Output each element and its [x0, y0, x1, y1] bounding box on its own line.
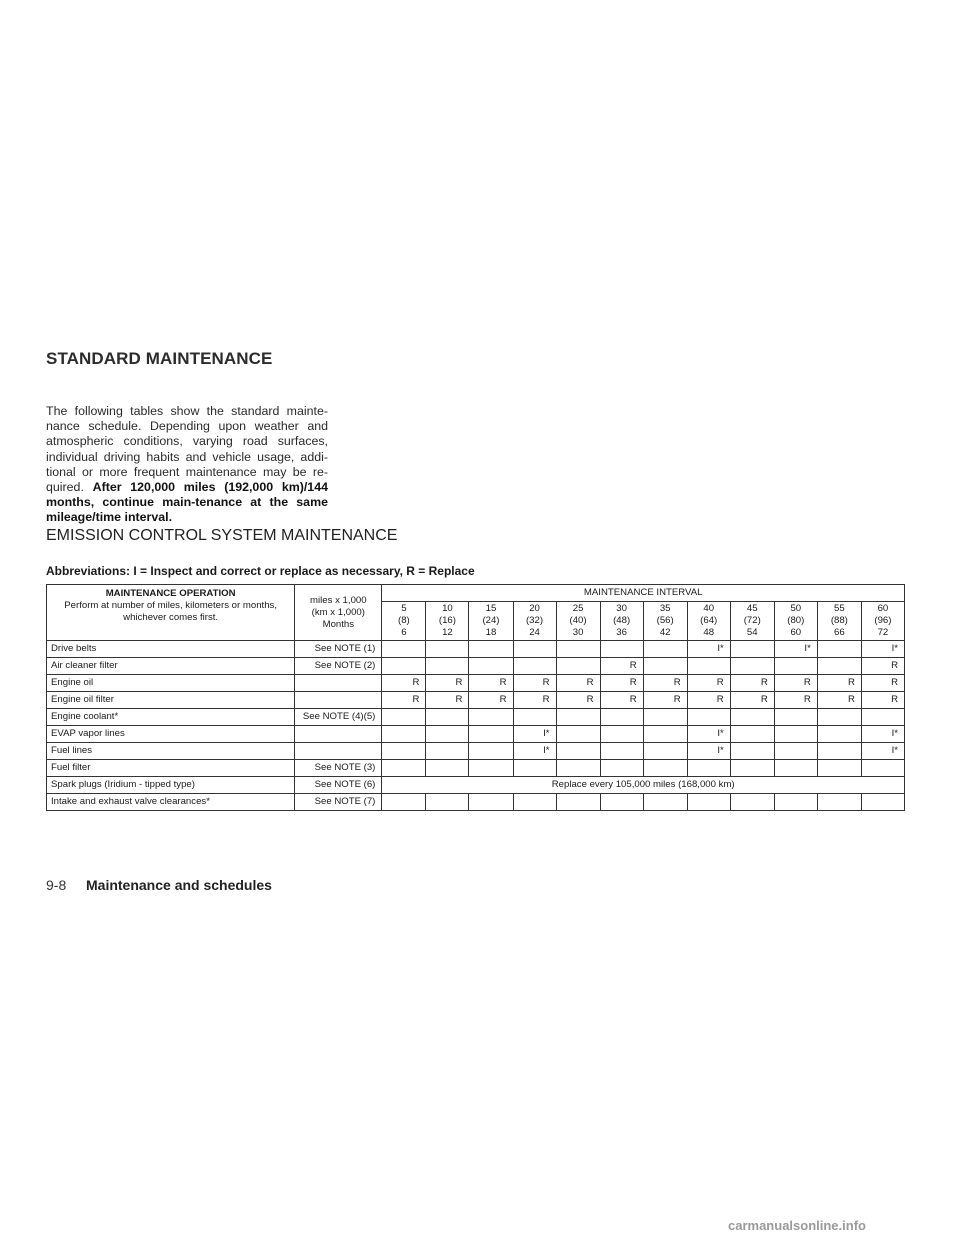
interval-cell: R: [426, 675, 469, 692]
interval-cell: [469, 794, 513, 811]
interval-cell: [817, 641, 861, 658]
table-row: [47, 726, 905, 743]
interval-cell: [426, 726, 469, 743]
interval-km: (64): [700, 615, 718, 626]
interval-cell: [643, 641, 687, 658]
interval-cell: [513, 641, 556, 658]
interval-cell: [730, 760, 774, 777]
interval-cell: R: [730, 675, 774, 692]
interval-km: (72): [743, 615, 761, 626]
interval-cell: I*: [513, 726, 556, 743]
interval-column: [730, 602, 774, 641]
interval-cell: [817, 760, 861, 777]
interval-cell: [426, 709, 469, 726]
span-cell: Replace every 105,000 miles (168,000 km): [382, 777, 905, 794]
interval-cell: [469, 641, 513, 658]
interval-cell: [687, 760, 730, 777]
maintenance-table: [46, 584, 905, 811]
interval-km: (96): [874, 615, 892, 626]
units-header: [295, 585, 382, 641]
table-row: [47, 641, 905, 658]
units-miles: miles x 1,000: [310, 594, 367, 606]
interval-cell: [687, 658, 730, 675]
interval-cell: [774, 709, 817, 726]
interval-cell: [382, 641, 426, 658]
operation-note: See NOTE (6): [295, 777, 382, 794]
interval-cell: [513, 794, 556, 811]
interval-cell: [469, 760, 513, 777]
interval-months: 12: [442, 627, 453, 638]
subtitle: EMISSION CONTROL SYSTEM MAINTENANCE: [46, 527, 398, 544]
interval-months: 18: [485, 627, 497, 638]
interval-column: [600, 602, 643, 641]
interval-column: [426, 602, 469, 641]
interval-cell: R: [513, 675, 556, 692]
interval-cell: [687, 709, 730, 726]
interval-cell: [382, 658, 426, 675]
interval-km: (8): [398, 615, 410, 626]
interval-cell: I*: [687, 743, 730, 760]
operation-name: Intake and exhaust valve clearances*: [47, 794, 295, 811]
interval-cell: [643, 760, 687, 777]
interval-cell: [556, 726, 600, 743]
interval-cell: R: [600, 675, 643, 692]
interval-cell: I*: [861, 726, 904, 743]
interval-cell: [774, 658, 817, 675]
interval-cell: R: [861, 692, 904, 709]
interval-cell: [426, 658, 469, 675]
interval-miles: 25: [572, 603, 584, 614]
interval-cell: [426, 743, 469, 760]
interval-km: (56): [656, 615, 674, 626]
interval-km: (48): [613, 615, 631, 626]
interval-cell: [774, 794, 817, 811]
interval-miles: 40: [703, 603, 715, 614]
interval-cell: [600, 709, 643, 726]
interval-cell: [774, 726, 817, 743]
interval-cell: [643, 658, 687, 675]
operation-header: [47, 585, 295, 641]
interval-miles: 5: [401, 603, 407, 614]
interval-column: [774, 602, 817, 641]
interval-cell: [687, 794, 730, 811]
interval-cell: R: [643, 692, 687, 709]
interval-cell: [861, 794, 904, 811]
operation-name: Fuel lines: [47, 743, 295, 760]
interval-cell: R: [556, 692, 600, 709]
intro-paragraph: [46, 404, 328, 526]
interval-column: [382, 602, 426, 641]
interval-months: 6: [401, 627, 407, 638]
interval-cell: [426, 794, 469, 811]
header-row: [47, 585, 905, 602]
intro-text: The following tables show the standard mainte-nance schedule. Depending upon weather and atmospheric conditions, varying road surfaces, individual driving habits and vehicle usage, addi-tional or more frequent maintenance may be re-quired.: [46, 404, 328, 495]
interval-cell: [513, 658, 556, 675]
interval-cell: [556, 658, 600, 675]
interval-column: [469, 602, 513, 641]
interval-cell: [556, 709, 600, 726]
interval-cell: R: [426, 692, 469, 709]
operation-header-desc: Perform at number of miles, kilometers or months, whichever comes first.: [64, 600, 277, 623]
interval-miles: 60: [877, 603, 889, 614]
interval-cell: [774, 743, 817, 760]
interval-miles: 20: [529, 603, 540, 614]
interval-cell: I*: [861, 641, 904, 658]
interval-cell: R: [513, 692, 556, 709]
operation-name: Spark plugs (Iridium - tipped type): [47, 777, 295, 794]
interval-cell: [382, 709, 426, 726]
interval-months: 54: [746, 627, 758, 638]
interval-cell: [600, 794, 643, 811]
interval-months: 30: [572, 627, 584, 638]
interval-months: 42: [659, 627, 671, 638]
interval-miles: 35: [659, 603, 671, 614]
interval-cell: [861, 760, 904, 777]
interval-cell: [861, 709, 904, 726]
interval-cell: R: [600, 692, 643, 709]
interval-cell: I*: [774, 641, 817, 658]
interval-cell: R: [469, 692, 513, 709]
operation-name: Engine oil: [47, 675, 295, 692]
interval-cell: R: [556, 675, 600, 692]
interval-miles: 45: [746, 603, 758, 614]
interval-column: [861, 602, 904, 641]
interval-cell: I*: [861, 743, 904, 760]
interval-cell: [643, 743, 687, 760]
interval-cell: R: [774, 675, 817, 692]
table-row: [47, 675, 905, 692]
operation-note: [295, 743, 382, 760]
interval-cell: R: [643, 675, 687, 692]
table-row: [47, 777, 905, 794]
interval-cell: R: [469, 675, 513, 692]
table-row: [47, 760, 905, 777]
operation-name: EVAP vapor lines: [47, 726, 295, 743]
intro-bold-text: After 120,000 miles (192,000 km)/144 months, continue main-tenance at the same mileage/time interval.: [46, 480, 328, 525]
interval-cell: [382, 726, 426, 743]
interval-cell: [817, 658, 861, 675]
interval-months: 24: [529, 627, 540, 638]
interval-cell: [643, 726, 687, 743]
interval-months: 72: [877, 627, 889, 638]
operation-note: See NOTE (4)(5): [295, 709, 382, 726]
interval-cell: [382, 760, 426, 777]
operation-note: See NOTE (3): [295, 760, 382, 777]
interval-miles: 30: [616, 603, 627, 614]
interval-km: (88): [830, 615, 848, 626]
operation-note: [295, 726, 382, 743]
interval-cell: R: [730, 692, 774, 709]
interval-cell: I*: [513, 743, 556, 760]
interval-cell: R: [687, 675, 730, 692]
operation-name: Drive belts: [47, 641, 295, 658]
interval-cell: [817, 726, 861, 743]
interval-months: 36: [616, 627, 627, 638]
interval-cell: [600, 743, 643, 760]
interval-cell: [469, 743, 513, 760]
interval-km: (16): [438, 615, 456, 626]
operation-note: See NOTE (2): [295, 658, 382, 675]
interval-miles: 15: [485, 603, 497, 614]
interval-header: MAINTENANCE INTERVAL: [382, 585, 905, 602]
interval-cell: R: [861, 675, 904, 692]
interval-miles: 50: [790, 603, 802, 614]
interval-cell: [643, 709, 687, 726]
interval-cell: [774, 760, 817, 777]
operation-name: Engine coolant*: [47, 709, 295, 726]
interval-cell: [730, 794, 774, 811]
interval-cell: [730, 726, 774, 743]
interval-cell: [382, 743, 426, 760]
interval-cell: I*: [687, 726, 730, 743]
interval-cell: R: [861, 658, 904, 675]
operation-name: Fuel filter: [47, 760, 295, 777]
interval-months: 66: [834, 627, 845, 638]
interval-cell: [556, 641, 600, 658]
interval-km: (80): [787, 615, 805, 626]
interval-cell: [513, 760, 556, 777]
interval-km: (40): [569, 615, 587, 626]
table-row: [47, 794, 905, 811]
interval-column: [643, 602, 687, 641]
interval-miles: 10: [442, 603, 453, 614]
units-km: (km x 1,000): [311, 606, 365, 618]
interval-km: (32): [525, 615, 544, 626]
interval-cell: [513, 709, 556, 726]
interval-miles: 55: [834, 603, 845, 614]
interval-km: (24): [482, 615, 500, 626]
operation-name: Engine oil filter: [47, 692, 295, 709]
interval-cell: R: [382, 675, 426, 692]
operation-note: [295, 692, 382, 709]
interval-cell: [730, 641, 774, 658]
table-row: [47, 692, 905, 709]
interval-cell: [382, 794, 426, 811]
units-months: Months: [322, 618, 355, 630]
interval-cell: [730, 743, 774, 760]
interval-cell: [426, 760, 469, 777]
interval-cell: R: [382, 692, 426, 709]
interval-cell: [469, 726, 513, 743]
interval-cell: [730, 658, 774, 675]
interval-column: [513, 602, 556, 641]
interval-column: [817, 602, 861, 641]
interval-cell: R: [774, 692, 817, 709]
interval-cell: R: [600, 658, 643, 675]
interval-cell: [817, 794, 861, 811]
operation-note: See NOTE (1): [295, 641, 382, 658]
interval-column: [687, 602, 730, 641]
interval-column: [556, 602, 600, 641]
table-row: [47, 743, 905, 760]
interval-cell: [556, 743, 600, 760]
table-row: [47, 709, 905, 726]
interval-cell: [730, 709, 774, 726]
interval-cell: [600, 760, 643, 777]
operation-name: Air cleaner filter: [47, 658, 295, 675]
interval-cell: [426, 641, 469, 658]
interval-cell: [600, 641, 643, 658]
interval-cell: [469, 658, 513, 675]
interval-months: 60: [790, 627, 802, 638]
interval-cell: [469, 709, 513, 726]
interval-cell: R: [817, 692, 861, 709]
interval-cell: R: [817, 675, 861, 692]
interval-months: 48: [703, 627, 715, 638]
chapter-title: Maintenance and schedules: [86, 877, 272, 893]
interval-cell: [556, 794, 600, 811]
interval-cell: R: [687, 692, 730, 709]
interval-cell: [817, 709, 861, 726]
operation-note: [295, 675, 382, 692]
abbreviations-note: Abbreviations: I = Inspect and correct or replace as necessary, R = Replace: [46, 564, 475, 578]
table-row: [47, 658, 905, 675]
section-title: STANDARD MAINTENANCE: [46, 349, 273, 368]
watermark: carmanualsonline.info: [728, 1218, 866, 1233]
interval-cell: [817, 743, 861, 760]
operation-note: See NOTE (7): [295, 794, 382, 811]
operation-header-title: MAINTENANCE OPERATION: [105, 588, 236, 599]
interval-cell: [643, 794, 687, 811]
page-number: 9-8: [46, 877, 67, 893]
interval-cell: [600, 726, 643, 743]
interval-cell: [556, 760, 600, 777]
interval-cell: I*: [687, 641, 730, 658]
